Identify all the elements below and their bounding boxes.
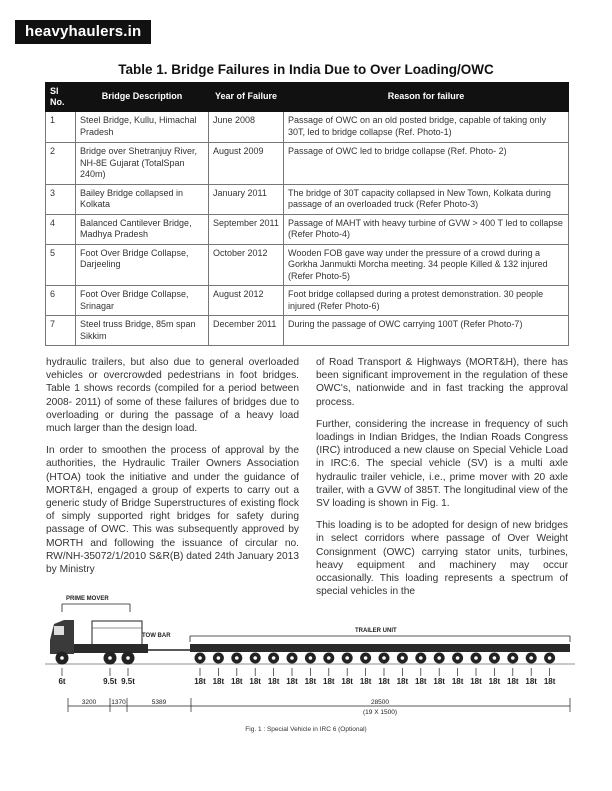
cell-reason: Wooden FOB gave way under the pressure of a crowd during a Gorkha Janmukti Morcha meeting. 34 people Killed & 132 injured (Refer Photo-5) <box>284 244 569 286</box>
wheel-hub <box>108 656 112 660</box>
cell-reason: The bridge of 30T capacity collapsed in New Town, Kolkata during passage of an overloaded truck (Refer Photo-3) <box>284 184 569 214</box>
table-row <box>46 184 569 214</box>
wheel-hub <box>345 656 349 660</box>
table-title: Table 1. Bridge Failures in India Due to Over Loading/OWC <box>118 62 494 77</box>
cell-sl-no: 5 <box>46 244 76 286</box>
body-paragraph: In order to smoothen the process of approval by the authorities, the Hydraulic Trailer Owners Association (HTOA) took the initiative and under the guidance of MORT&H, engaged a group of experts to carry out a generic study of Bridge Superstructures of existing flock of simply supported right bridges for safety during passage of OWC. This was subsequently approved by MORTH and following the issuance of circular no. RW/NH-35072/1/2010 S&R(B) dated 24th January 2013 by Ministry <box>46 445 299 576</box>
axle-load-label: 18t <box>286 677 298 686</box>
wheel-hub <box>364 656 368 660</box>
wheel-hub <box>253 656 257 660</box>
bridge-failures-table <box>45 82 569 346</box>
cell-year: January 2011 <box>209 184 284 214</box>
cell-year: August 2012 <box>209 286 284 316</box>
axle-load-label: 18t <box>378 677 390 686</box>
cell-year: June 2008 <box>209 112 284 143</box>
cell-sl-no: 7 <box>46 316 76 346</box>
cell-year: August 2009 <box>209 143 284 185</box>
cell-reason: Foot bridge collapsed during a protest demonstration. 30 people injured (Refer Photo-6) <box>284 286 569 316</box>
axle-load-label: 18t <box>433 677 445 686</box>
axle-load-label: 18t <box>341 677 353 686</box>
cell-year: December 2011 <box>209 316 284 346</box>
tow-bar-label: TOW BAR <box>142 633 171 639</box>
axle-load-label: 18t <box>212 677 225 686</box>
cell-bridge-description: Balanced Cantilever Bridge, Madhya Pradesh <box>76 214 209 244</box>
dimension-note: (19 X 1500) <box>363 709 397 716</box>
dimension-label: 1370 <box>111 699 126 706</box>
dimension-label: 28500 <box>370 699 390 706</box>
special-vehicle-figure <box>40 588 580 738</box>
wheel-hub <box>60 656 64 660</box>
cell-bridge-description: Foot Over Bridge Collapse, Darjeeling <box>76 244 209 286</box>
cell-sl-no: 1 <box>46 112 76 143</box>
wheel-hub <box>474 656 478 660</box>
axle-load-label: 18t <box>470 677 482 686</box>
body-paragraph: Further, considering the increase in frequency of such loadings in Indian Bridges, the Indian Roads Congress (IRC) introduced a new clause on Special Vehicle Load in IRC:6. The special vehicle (SV) is a multi axle hydraulic trailer vehicle, i.e., prime mover with 20 axle trailer, with a GVW of 385T. The longitudinal view of the SV loading is shown in Fig. 1. <box>316 418 568 510</box>
cell-bridge-description: Steel Bridge, Kullu, Himachal Pradesh <box>76 112 209 143</box>
cell-reason: During the passage of OWC carrying 100T (Refer Photo-7) <box>284 316 569 346</box>
cell-reason: Passage of MAHT with heavy turbine of GVW > 400 T led to collapse (Refer Photo-4) <box>284 214 569 244</box>
cab-window <box>54 626 64 635</box>
cell-sl-no: 4 <box>46 214 76 244</box>
wheel-hub <box>419 656 423 660</box>
wheel-hub <box>493 656 497 660</box>
table-header-row <box>46 83 569 112</box>
cell-sl-no: 6 <box>46 286 76 316</box>
axle-load-label: 18t <box>415 677 427 686</box>
axle-load-label: 18t <box>396 677 409 686</box>
axle-load-labels <box>58 668 555 686</box>
axle-load-label: 18t <box>267 677 280 686</box>
body-paragraph: hydraulic trailers, but also due to general overloaded vehicles or overcrowded pedestrians in foot bridges. Table 1 shows records (compiled for a period between 2008- 2011) of some of these failures of bridges due to overloading or during the passage of a heavy load much larger than the design load. <box>46 357 299 435</box>
axle-load-label: 18t <box>525 677 537 686</box>
wheel-hub <box>382 656 386 660</box>
site-brand: heavyhaulers.in <box>15 20 151 44</box>
cell-bridge-description: Steel truss Bridge, 85m span Sikkim <box>76 316 209 346</box>
wheel-hub <box>548 656 552 660</box>
wheel-hub <box>235 656 239 660</box>
body-column-right <box>316 356 568 607</box>
cell-reason: Passage of OWC on an old posted bridge, capable of taking only 30T, led to bridge collapse (Ref. Photo-1) <box>284 112 569 143</box>
axle-load-label: 9.5t <box>103 677 117 686</box>
body-paragraph: of Road Transport & Highways (MORT&H), there has been significant improvement in the regulation of these OWC's, nationwide and in fast tracking the approval process. <box>316 357 568 408</box>
axle-load-label: 18t <box>359 677 372 686</box>
wheel-hub <box>327 656 331 660</box>
wheel-hub <box>456 656 460 660</box>
trailer-deck <box>190 644 570 652</box>
wheel-hub <box>309 656 313 660</box>
wheel-hub <box>272 656 276 660</box>
axle-load-label: 18t <box>488 677 501 686</box>
table-row <box>46 214 569 244</box>
cell-sl-no: 3 <box>46 184 76 214</box>
axle-load-label: 18t <box>231 677 243 686</box>
cell-bridge-description: Bailey Bridge collapsed in Kolkata <box>76 184 209 214</box>
dimension-label: 3200 <box>81 699 97 706</box>
table-row <box>46 316 569 346</box>
dimension-label: 5389 <box>151 699 167 706</box>
axle-load-label: 18t <box>323 677 335 686</box>
wheel-hub <box>290 656 294 660</box>
cargo-box <box>92 621 142 646</box>
wheel-hub <box>401 656 405 660</box>
wheel-hub <box>529 656 533 660</box>
axle-load-label: 6t <box>58 677 66 686</box>
trailer-unit-label: TRAILER UNIT <box>355 628 397 634</box>
table-row <box>46 286 569 316</box>
header-sl-no: Sl No. <box>46 83 76 112</box>
body-column-left <box>46 356 299 585</box>
axle-load-label: 9.5t <box>121 677 135 686</box>
cell-sl-no: 2 <box>46 143 76 185</box>
wheel-hub <box>511 656 515 660</box>
header-bridge-description: Bridge Description <box>76 83 209 112</box>
cell-bridge-description: Bridge over Shetranjuy River, NH-8E Gujarat (TotalSpan 240m) <box>76 143 209 185</box>
wheels-group <box>56 652 556 665</box>
cell-year: September 2011 <box>209 214 284 244</box>
cell-bridge-description: Foot Over Bridge Collapse, Srinagar <box>76 286 209 316</box>
wheel-hub <box>126 656 130 660</box>
wheel-hub <box>198 656 202 660</box>
prime-mover-cab <box>50 620 74 654</box>
table-row <box>46 244 569 286</box>
body-paragraph: This loading is to be adopted for design of new bridges in select corridors where passage of Over Weight Consignment (OWC) carrying stator units, turbines, heavy equipment and machinery may occur occasionally. This loading represents a spectrum of special vehicles in the <box>316 520 568 598</box>
axle-load-label: 18t <box>543 677 556 686</box>
axle-load-label: 18t <box>451 677 464 686</box>
axle-load-label: 18t <box>507 677 519 686</box>
table-row <box>46 143 569 185</box>
wheel-hub <box>437 656 441 660</box>
figure-caption: Fig. 1 : Special Vehicle in IRC 6 (Optional) <box>245 726 367 733</box>
table-row <box>46 112 569 143</box>
axle-load-label: 18t <box>194 677 206 686</box>
prime-mover-label: PRIME MOVER <box>66 596 109 602</box>
header-year-of-failure: Year of Failure <box>209 83 284 112</box>
cell-year: October 2012 <box>209 244 284 286</box>
cell-reason: Passage of OWC led to bridge collapse (Ref. Photo- 2) <box>284 143 569 185</box>
axle-load-label: 18t <box>304 677 317 686</box>
header-reason-for-failure: Reason for failure <box>284 83 569 112</box>
axle-load-label: 18t <box>249 677 261 686</box>
wheel-hub <box>217 656 221 660</box>
